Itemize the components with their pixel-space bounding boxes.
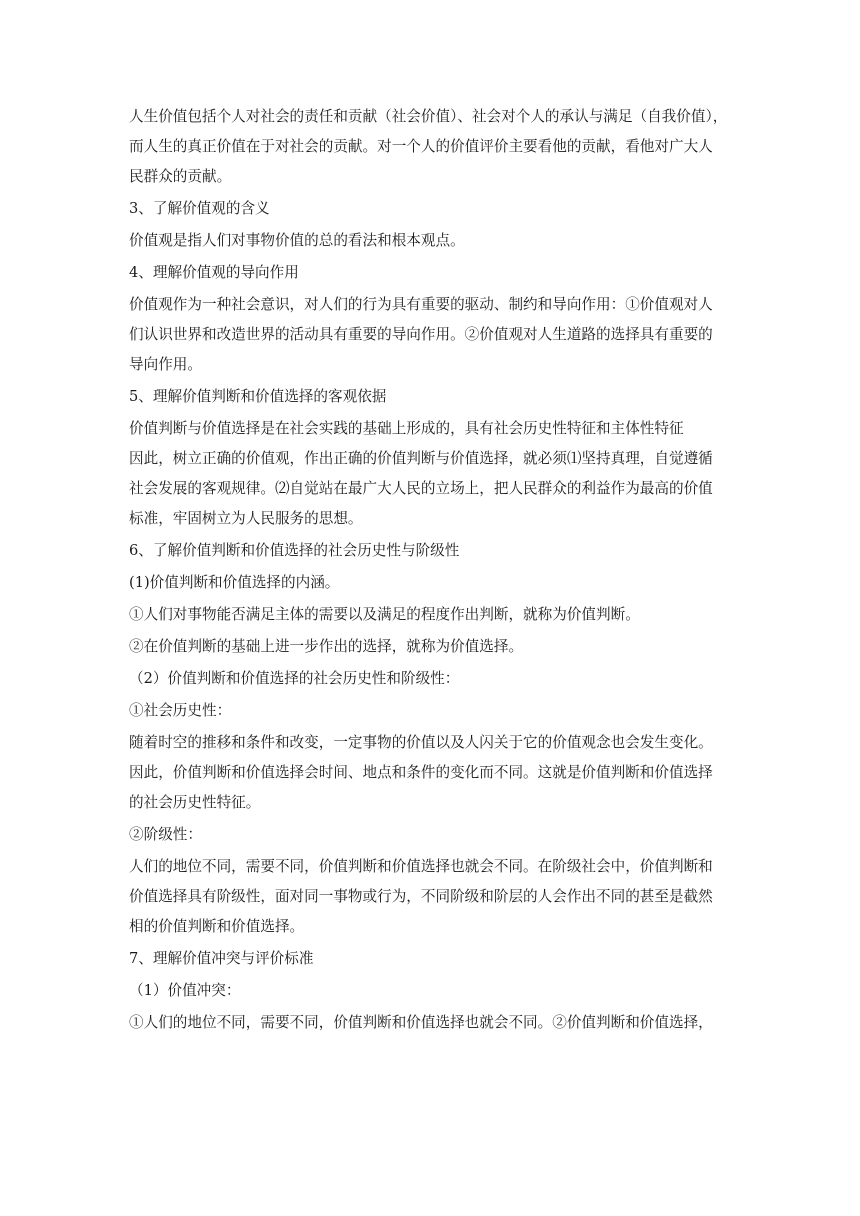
document-body: [129, 107, 731, 1033]
subsection-heading: (1)价值判断和价值选择的内涵。: [129, 574, 340, 591]
paragraph-line: 标准，牢固树立为人民服务的思想。: [129, 510, 363, 527]
section-heading: 3、了解价值观的含义: [129, 200, 270, 217]
subsection-heading: （1）价值冲突：: [129, 982, 241, 999]
section-heading: 7、理解价值冲突与评价标准: [129, 950, 314, 967]
paragraph-line: 而人生的真正价值在于对社会的贡献。对一个人的价值评价主要看他的贡献，看他对广大人: [129, 138, 713, 155]
paragraph-line: ①人们对事物能否满足主体的需要以及满足的程度作出判断，就称为价值判断。: [129, 606, 640, 623]
paragraph-line: 价值观是指人们对事物价值的总的看法和根本观点。: [129, 232, 465, 249]
paragraph-line: 导向作用。: [129, 356, 202, 373]
paragraph-line: ②在价值判断的基础上进一步作出的选择，就称为价值选择。: [129, 638, 524, 655]
paragraph-line: 们认识世界和改造世界的活动具有重要的导向作用。②价值观对人生道路的选择具有重要的: [129, 326, 713, 343]
paragraph-line: 人生价值包括个人对社会的责任和贡献（社会价值）、社会对个人的承认与满足（自我价值），: [129, 108, 728, 125]
paragraph-line: 价值观作为一种社会意识，对人们的行为具有重要的驱动、制约和导向作用：①价值观对人: [129, 296, 713, 313]
paragraph-line: 因此，价值判断和价值选择会时间、地点和条件的变化而不同。这就是价值判断和价值选择: [129, 764, 713, 781]
paragraph-line: 社会发展的客观规律。⑵自觉站在最广大人民的立场上，把人民群众的利益作为最高的价值: [129, 480, 713, 497]
section-heading: 4、理解价值观的导向作用: [129, 264, 299, 281]
paragraph-line: 价值选择具有阶级性，面对同一事物或行为，不同阶级和阶层的人会作出不同的甚至是截然: [129, 888, 713, 905]
subsection-heading: （2）价值判断和价值选择的社会历史性和阶级性：: [129, 670, 460, 687]
paragraph-line: 民群众的贡献。: [129, 168, 232, 185]
section-heading: 6、了解价值判断和价值选择的社会历史性与阶级性: [129, 542, 460, 559]
item-heading: ①社会历史性：: [129, 702, 232, 719]
paragraph-line: 因此，树立正确的价值观，作出正确的价值判断与价值选择，就必须⑴坚持真理，自觉遵循: [129, 450, 713, 467]
item-heading: ②阶级性：: [129, 826, 202, 843]
paragraph-line: ①人们的地位不同，需要不同，价值判断和价值选择也就会不同。②价值判断和价值选择，: [129, 1014, 713, 1031]
paragraph-line: 随着时空的推移和条件和改变，一定事物的价值以及人闪关于它的价值观念也会发生变化。: [129, 734, 713, 751]
section-heading: 5、理解价值判断和价值选择的客观依据: [129, 388, 387, 405]
paragraph-line: 的社会历史性特征。: [129, 794, 261, 811]
paragraph-line: 人们的地位不同，需要不同，价值判断和价值选择也就会不同。在阶级社会中，价值判断和: [129, 858, 713, 875]
paragraph-line: 相的价值判断和价值选择。: [129, 918, 305, 935]
paragraph-line: 价值判断与价值选择是在社会实践的基础上形成的，具有社会历史性特征和主体性特征: [129, 420, 684, 437]
